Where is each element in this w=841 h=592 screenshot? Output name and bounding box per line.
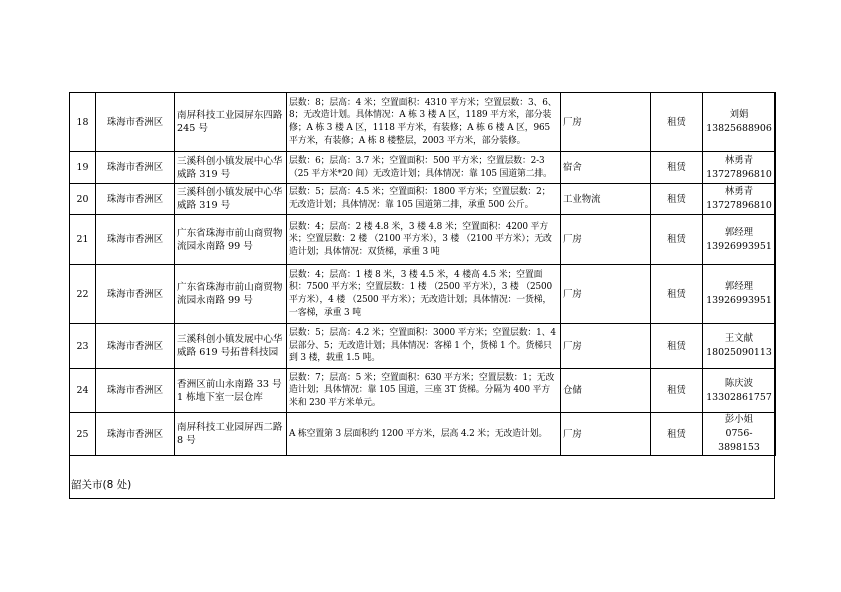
description-cell: 层数：4；层高：1 楼 8 米，3 楼 4.5 米，4 楼高 4.5 米；空置面积：7500 平方米；空置层数：1 楼 （2500 平方米），3 楼 （2500 平方米），4 楼 （2500 平方米）；无改造计划；具体情况：一货梯，一客梯，承重 3 吨 <box>287 265 561 324</box>
usage-cell: 厂房 <box>561 265 651 324</box>
contact-cell <box>703 152 776 184</box>
mode-cell: 租赁 <box>651 413 703 456</box>
usage-cell: 厂房 <box>561 324 651 369</box>
description-cell: 层数：6；层高：3.7 米；空置面积：500 平方米；空置层数：2-3（25 平方米*20 间）无改造计划；具体情况：靠 105 国道第二排。 <box>287 152 561 184</box>
district-cell: 珠海市香洲区 <box>96 152 175 184</box>
contact-phone: 13825688906 <box>706 123 772 134</box>
contact-name: 林勇青 <box>724 186 754 197</box>
location-cell: 三溪科创小镇发展中心华威路 319 号 <box>175 184 287 215</box>
district-cell: 珠海市香洲区 <box>96 324 175 369</box>
contact-cell <box>703 369 776 413</box>
contact-name: 郭经理 <box>724 281 754 292</box>
row-number: 21 <box>70 215 96 265</box>
description-cell: A 栋空置第 3 层面积约 1200 平方米，层高 4.2 米；无改造计划。 <box>287 413 561 456</box>
description-cell: 层数：5；层高：4.2 米；空置面积：3000 平方米；空置层数：1、4层部分、5；无改造计划；具体情况：客梯 1 个，货梯 1 个。货梯只到 3 楼，载重 1.5 吨。 <box>287 324 561 369</box>
contact-cell <box>703 324 776 369</box>
row-number: 20 <box>70 184 96 215</box>
district-cell: 珠海市香洲区 <box>96 265 175 324</box>
usage-cell: 宿舍 <box>561 152 651 184</box>
contact-name: 林勇青 <box>724 154 754 166</box>
contact-name: 刘娟 <box>729 109 749 120</box>
row-number: 23 <box>70 324 96 369</box>
contact-name: 郭经理 <box>724 226 754 238</box>
mode-cell: 租赁 <box>651 215 703 265</box>
district-cell: 珠海市香洲区 <box>96 215 175 265</box>
contact-cell <box>703 93 776 152</box>
mode-cell: 租赁 <box>651 265 703 324</box>
row-number: 18 <box>70 93 96 152</box>
description-cell: 层数：7；层高：5 米；空置面积：630 平方米；空置层数：1；无改造计划；具体情况：靠 105 国道，三座 3T 货梯。分隔为 400 平方米和 230 平方米单元。 <box>287 369 561 413</box>
location-cell: 三溪科创小镇发展中心华威路 619 号拓普科技园 <box>175 324 287 369</box>
contact-cell <box>703 265 776 324</box>
district-cell: 珠海市香洲区 <box>96 184 175 215</box>
contact-name: 王文献 <box>724 333 754 344</box>
contact-cell <box>703 215 776 265</box>
mode-cell: 租赁 <box>651 369 703 413</box>
location-cell: 广东省珠海市前山商贸物流园永南路 99 号 <box>175 265 287 324</box>
usage-cell: 工业物流 <box>561 184 651 215</box>
contact-name: 彭小姐 <box>724 414 754 425</box>
table-row <box>70 215 776 265</box>
mode-cell: 租赁 <box>651 324 703 369</box>
district-cell: 珠海市香洲区 <box>96 413 175 456</box>
table-row <box>70 413 776 456</box>
table-row <box>70 184 776 215</box>
contact-phone: 18025090113 <box>706 347 772 358</box>
location-cell: 三溪科创小镇发展中心华威路 319 号 <box>175 152 287 184</box>
contact-phone: 13727896810 <box>706 168 772 180</box>
contact-phone: 0756-3898153 <box>718 428 760 453</box>
contact-phone: 13727896810 <box>706 200 772 211</box>
row-number: 24 <box>70 369 96 413</box>
location-cell: 广东省珠海市前山商贸物流园永南路 99 号 <box>175 215 287 265</box>
usage-cell: 厂房 <box>561 93 651 152</box>
row-number: 25 <box>70 413 96 456</box>
mode-cell: 租赁 <box>651 152 703 184</box>
row-number: 22 <box>70 265 96 324</box>
table-row <box>70 265 776 324</box>
mode-cell: 租赁 <box>651 93 703 152</box>
usage-cell: 厂房 <box>561 215 651 265</box>
location-cell: 香洲区前山永南路 33 号 1 栋地下室一层仓库 <box>175 369 287 413</box>
contact-phone: 13926993951 <box>706 295 772 306</box>
description-cell: 层数：5；层高：4.5 米；空置面积：1800 平方米；空置层数：2；无改造计划；具体情况：靠 105 国道第二排，承重 500 公斤。 <box>287 184 561 215</box>
description-cell: 层数：4；层高：2 楼 4.8 米，3 楼 4.8 米；空置面积：4200 平方米；空置层数：2 楼 （2100 平方米），3 楼 （2100 平方米）；无改造计划；具体情况：双货梯，承重 3 吨 <box>287 215 561 265</box>
table-row <box>70 152 776 184</box>
contact-cell <box>703 413 776 456</box>
section-title: 韶关市(8 处) <box>71 479 132 491</box>
contact-cell <box>703 184 776 215</box>
location-cell: 南屏科技工业园屏西二路 8 号 <box>175 413 287 456</box>
usage-cell: 仓储 <box>561 369 651 413</box>
contact-phone: 13302861757 <box>706 391 772 403</box>
table-row <box>70 369 776 413</box>
row-number: 19 <box>70 152 96 184</box>
contact-phone: 13926993951 <box>706 240 772 252</box>
table-row <box>70 324 776 369</box>
usage-cell: 厂房 <box>561 413 651 456</box>
location-cell: 南屏科技工业园屏东四路 245 号 <box>175 93 287 152</box>
district-cell: 珠海市香洲区 <box>96 369 175 413</box>
table-row <box>70 93 776 152</box>
contact-name: 陈庆波 <box>724 377 754 389</box>
description-cell: 层数：8；层高：4 米；空置面积：4310 平方米；空置层数：3、6、8；无改造计划。具体情况：A 栋 3 楼 A 区，1189 平方米，部分装修；A 栋 3 楼 A 区，1118 平方米，有装修；A 栋 6 楼 A 区，965 平方米，有装修；A 栋 8 楼整层，2003 平方米，部分装修。 <box>287 93 561 152</box>
district-cell: 珠海市香洲区 <box>96 93 175 152</box>
mode-cell: 租赁 <box>651 184 703 215</box>
vacant-property-table <box>69 92 776 456</box>
